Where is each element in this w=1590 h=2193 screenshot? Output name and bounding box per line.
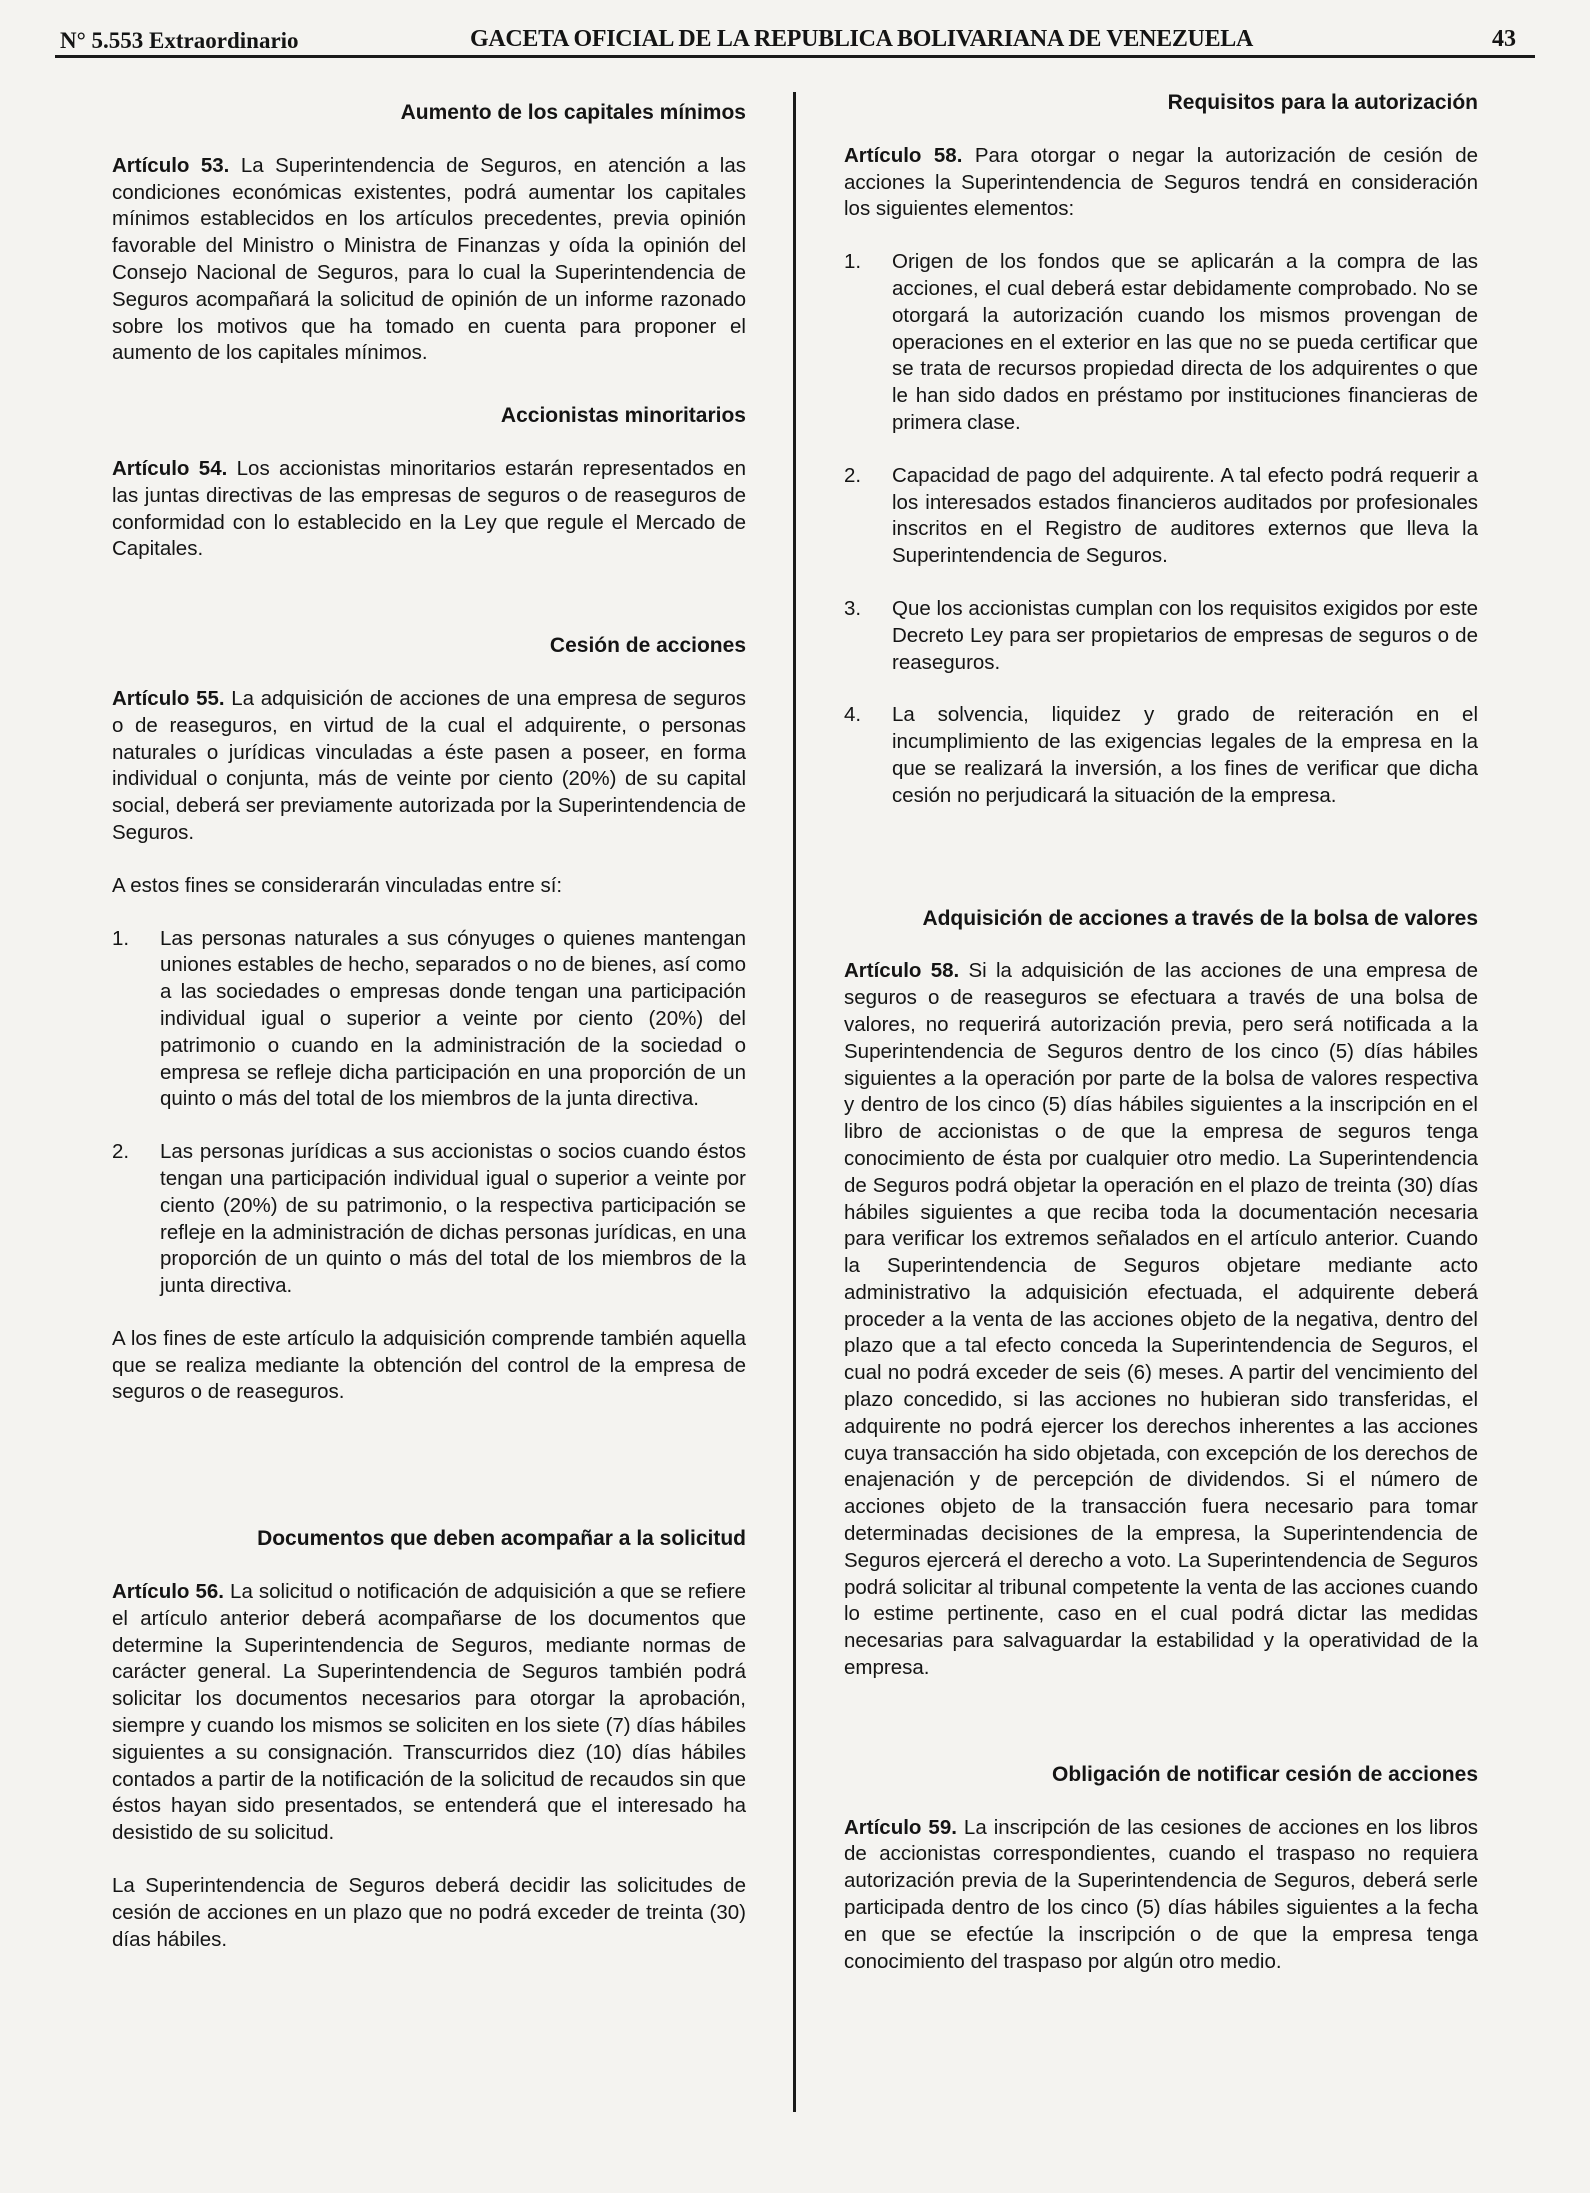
list-item-text: Las personas naturales a sus cónyuges o quienes mantengan uniones estables de hecho, separados o no de bienes, así como a las sociedades o empresas donde tengan una participación individual igual o superior a veinte por ciento (20%) del patrimonio o cuando en la administración de la sociedad o empresa se refleje dicha participación en una proporción de un quinto o más del total de los miembros de la junta directiva. — [160, 926, 746, 1111]
article-text: La Superintendencia de Seguros, en atención a las condiciones económicas existentes, podrá aumentar los capitales mínimos establecidos en los artículos precedentes, previa opinión favorable del Ministro o Ministra de Finanzas y oída la opinión del Consejo Nacional de Seguros, para lo cual la Superintendencia de Seguros acompañará la solicitud de opinión de un informe razonado sobre los motivos que ha tomado en cuenta para proponer el aumento de los capitales mínimos. — [112, 153, 746, 365]
article-55-closing: A los fines de este artículo la adquisición comprende también aquella que se realiza mediante la obtención del control de la empresa de seguros o de reaseguros. — [112, 1326, 746, 1404]
article-56 — [112, 1579, 746, 1847]
section-heading: Requisitos para la autorización — [1167, 91, 1478, 114]
issue-number: N° 5.553 Extraordinario — [60, 28, 299, 53]
article-text: Los accionistas minoritarios estarán representados en las juntas directivas de las empresas de seguros o de reaseguros de conformidad con lo establecido en la Ley que regule el Mercado de Capitales. — [112, 456, 746, 561]
page-header — [60, 22, 1530, 58]
list-item-number: 3. — [844, 596, 862, 620]
section-heading: Documentos que deben acompañar a la solicitud — [257, 1527, 746, 1551]
section-heading: Accionistas minoritarios — [500, 404, 746, 428]
column-divider — [793, 92, 796, 2112]
list-item — [844, 702, 1478, 809]
list-item — [844, 596, 1478, 676]
list-item-number: 2. — [844, 463, 862, 487]
section-heading: Adquisición de acciones a través de la bolsa de valores — [922, 906, 1478, 930]
article-59 — [844, 1815, 1478, 1976]
requirements-list — [844, 249, 1478, 809]
article-label: Artículo 58. — [844, 959, 960, 983]
list-item — [844, 249, 1478, 437]
article-58-requirements — [844, 143, 1478, 223]
article-text: La adquisición de acciones de una empresa de seguros o de reaseguros, en virtud de la cual el adquirente, o personas naturales o jurídicas vinculadas a éste pasen a poseer, en forma individual o conjunta, más de veinte por ciento (20%) de su capital social, deberá ser previamente autorizada por la Superintendencia de Seguros. — [112, 686, 746, 844]
list-item-text: Que los accionistas cumplan con los requisitos exigidos por este Decreto Ley para ser propietarios de empresas de seguros o de reaseguros. — [892, 596, 1478, 674]
section-heading: Obligación de notificar cesión de acciones — [1052, 1762, 1478, 1786]
list-item — [844, 463, 1478, 570]
list-item-text: La solvencia, liquidez y grado de reiteración en el incumplimiento de las exigencias legales de la empresa en la que se realizará la inversión, a los fines de verificar que dicha cesión no perjudicará la situación de la empresa. — [892, 703, 1478, 807]
section-heading: Aumento de los capitales mínimos — [400, 101, 746, 124]
article-label: Artículo 53. — [112, 153, 230, 177]
linked-persons-list — [112, 926, 746, 1300]
article-text: La solicitud o notificación de adquisición a que se refiere el artículo anterior deberá acompañarse de los documentos que determine la Superintendencia de Seguros, mediante normas de carácter general. La Superintendencia de Seguros también podrá solicitar los documentos necesarios para otorgar la aprobación, siempre y cuando los mismos se soliciten en los siete (7) días hábiles siguientes a su consignación. Transcurridos diez (10) días hábiles contados a partir de la notificación de la solicitud de recaudos sin que éstos hayan sido presentados, se entenderá que el interesado ha desistido de su solicitud. — [112, 1580, 746, 1845]
section-heading: Cesión de acciones — [549, 634, 746, 658]
list-item-number: 4. — [844, 703, 862, 727]
article-text: La inscripción de las cesiones de acciones en los libros de accionistas correspondientes, cuando el traspaso no requiera autorización previa de la Superintendencia de Seguros, deberá serle participada dentro de los cinco (5) días hábiles siguientes a la fecha en que se efectúe la inscripción o de que la empresa tenga conocimiento del traspaso por algún otro medio. — [844, 1815, 1479, 1973]
list-item-text: Origen de los fondos que se aplicarán a la compra de las acciones, el cual deberá estar debidamente comprobado. No se otorgará la autorización cuando los mismos provengan de operaciones en el exterior en las que no se pueda certificar que se trata de recursos propiedad directa de los adquirentes o que le han sido dados en préstamo por instituciones financieras de primera clase. — [892, 250, 1478, 434]
gazette-title: GACETA OFICIAL DE LA REPUBLICA BOLIVARIANA DE VENEZUELA — [470, 26, 1254, 52]
list-item — [112, 926, 746, 1114]
article-58-stock-exchange — [844, 958, 1478, 1682]
article-text: Para otorgar o negar la autorización de cesión de acciones la Superintendencia de Seguros tendrá en consideración los siguientes elementos: — [844, 143, 1478, 221]
article-label: Artículo 58. — [844, 143, 963, 167]
article-53 — [112, 153, 746, 367]
article-label: Artículo 59. — [844, 1815, 957, 1839]
article-label: Artículo 55. — [112, 686, 225, 710]
article-label: Artículo 56. — [112, 1580, 224, 1604]
list-item-text: Capacidad de pago del adquirente. A tal efecto podrá requerir a los interesados estados financieros auditados por profesionales inscritos en el Registro de auditores externos que lleva la Superintendencia de Seguros. — [892, 463, 1478, 568]
list-item-number: 1. — [112, 926, 130, 950]
article-55 — [112, 686, 746, 847]
article-56-closing: La Superintendencia de Seguros deberá decidir las solicitudes de cesión de acciones en un plazo que no podrá exceder de treinta (30) días hábiles. — [112, 1874, 746, 1951]
list-item — [112, 1139, 746, 1300]
right-column — [844, 90, 1478, 2001]
list-item-number: 2. — [112, 1140, 130, 1164]
list-item-text: Las personas jurídicas a sus accionistas o socios cuando éstos tengan una participación individual igual o superior a veinte por ciento (20%) de su patrimonio, o la respectiva participación se refleje en la administración de dichas personas jurídicas, en una proporción de un quinto o más del total de los miembros de la junta directiva. — [160, 1140, 746, 1298]
header-rule — [55, 55, 1535, 58]
list-item-number: 1. — [844, 250, 862, 274]
article-55-intro: A estos fines se considerarán vinculadas entre sí: — [112, 873, 563, 897]
article-label: Artículo 54. — [112, 456, 228, 480]
article-54 — [112, 456, 746, 563]
left-column — [112, 100, 746, 1979]
page-number: 43 — [1492, 26, 1516, 52]
article-text: Si la adquisición de las acciones de una empresa de seguros o de reaseguros se efectuara a través de una bolsa de valores, no requerirá autorización previa, pero será notificada a la Superintendencia de Seguros dentro de los cinco (5) días hábiles siguientes a la operación por parte de la bolsa de valores respectiva y dentro de los cinco (5) días hábiles siguientes a la inscripción en el libro de accionistas o de que la empresa de seguros tenga conocimiento de ésta por cualquier otro medio. La Superintendencia de Seguros podrá objetar la operación en el plazo de treinta (30) días hábiles siguientes a que reciba toda la documentación necesaria para verificar los extremos señalados en el artículo anterior. Cuando la Superintendencia de Seguros objetare mediante acto administrativo la adquisición efectuada, el adquirente deberá proceder a la venta de las acciones objeto de la negativa, dentro del plazo que a tal efecto conceda la Superintendencia de Seguros, el cual no podrá exceder de seis (6) meses. A partir del vencimiento del plazo concedido, si las acciones no hubieran sido transferidas, el adquirente no podrá ejercer los derechos inherentes a las acciones cuya transacción ha sido objetada, con excepción de los derechos de enajenación y de percepción de dividendos. Si el número de acciones objeto de la transacción fuera necesario para tomar determinadas decisiones de la empresa, la Superintendencia de Seguros ejercerá el derecho a voto. La Superintendencia de Seguros podrá solicitar al tribunal competente la venta de las acciones cuando lo estime pertinente, caso en el cual podrá dictar las medidas necesarias para salvaguardar la estabilidad y la operatividad de la empresa. — [844, 959, 1479, 1680]
